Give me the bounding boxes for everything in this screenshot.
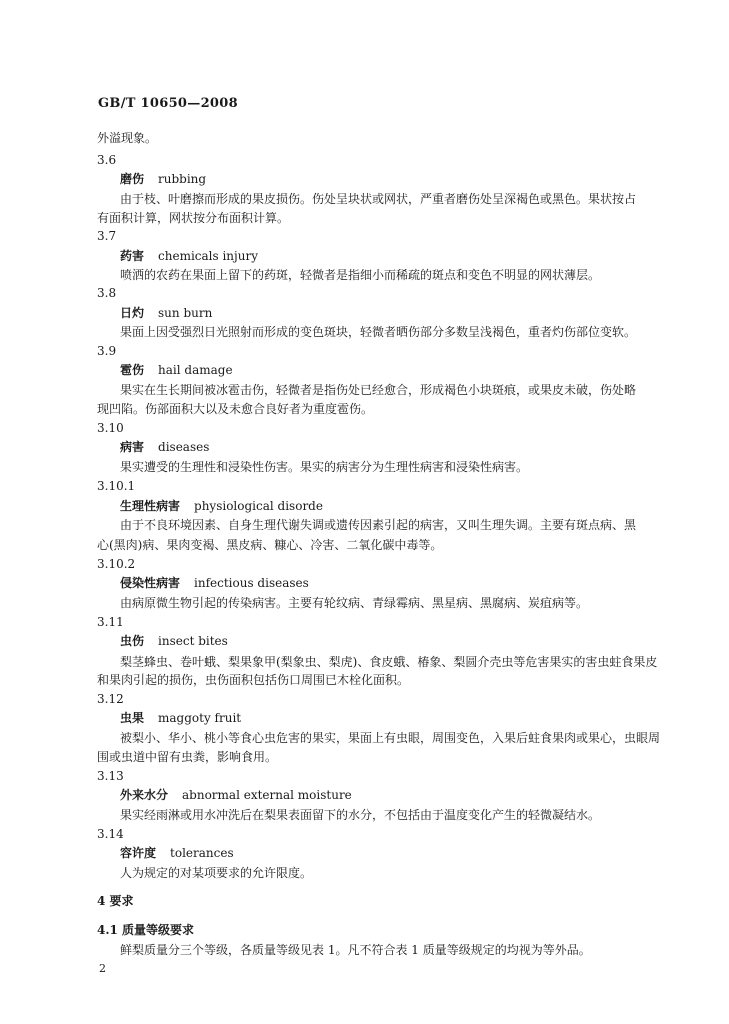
term-zh: 药害	[120, 249, 145, 263]
term-zh: 生理性病害	[120, 499, 181, 513]
clause-number: 3.12	[97, 692, 124, 706]
clause-number: 3.13	[97, 769, 124, 783]
definition-line: 围或虫道中留有虫粪，影响食用。	[97, 750, 278, 764]
term-maggoty-fruit	[120, 711, 241, 725]
term-tolerances	[120, 846, 234, 860]
definition-line: 果面上因受强烈日光照射而形成的变色斑块，轻微者晒伤部分多数呈浅褐色，重者灼伤部位变软。	[120, 325, 637, 339]
term-en: insect bites	[158, 634, 228, 648]
definition-line: 心(黑肉)病、果肉变褐、黑皮病、糠心、冷害、二氧化碳中毒等。	[97, 538, 443, 552]
term-en: maggoty fruit	[158, 711, 242, 725]
definition-line: 有面积计算，网状按分布面积计算。	[97, 211, 290, 225]
term-infectious-diseases	[120, 576, 309, 590]
term-zh: 外来水分	[120, 788, 169, 802]
term-abnormal-external-moisture	[120, 788, 352, 802]
definition-line: 喷洒的农药在果面上留下的药斑，轻微者是指细小而稀疏的斑点和变色不明显的网状薄层。	[120, 268, 601, 282]
clause-number: 3.10.2	[97, 557, 136, 571]
clause-number: 3.10	[97, 421, 124, 435]
continuation-text: 外溢现象。	[97, 131, 158, 145]
definition-line: 和果肉引起的损伤，虫伤面积包括伤口周围已木栓化面积。	[97, 673, 410, 687]
term-chemicals-injury	[120, 249, 258, 263]
term-zh: 虫果	[120, 711, 145, 725]
term-zh: 磨伤	[120, 172, 145, 186]
clause-number: 3.8	[97, 286, 117, 300]
term-zh: 侵染性病害	[120, 576, 181, 590]
term-en: sun burn	[158, 306, 213, 320]
term-en: abnormal external moisture	[182, 788, 352, 802]
term-hail-damage	[120, 363, 233, 377]
term-zh: 虫伤	[120, 634, 145, 648]
term-rubbing	[120, 172, 206, 186]
term-en: physiological disorde	[194, 499, 323, 513]
definition-line: 现凹陷。伤部面积大以及未愈合良好者为重度雹伤。	[97, 402, 374, 416]
definition-line: 由病原微生物引起的传染病害。主要有轮纹病、青绿霉病、黑星病、黑腐病、炭疽病等。	[120, 596, 589, 610]
clause-number: 3.7	[97, 229, 117, 243]
definition-line: 果实经雨淋或用水冲洗后在梨果表面留下的水分，不包括由于温度变化产生的轻微凝结水。	[120, 808, 601, 822]
definition-line: 被梨小、华小、桃小等食心虫危害的果实，果面上有虫眼，周围变色，入果后蛀食果肉或果心，虫眼周	[120, 731, 661, 745]
term-en: rubbing	[158, 172, 207, 186]
definition-line: 鲜梨质量分三个等级，各质量等级见表 1。凡不符合表 1 质量等级规定的均视为等外品。	[120, 943, 591, 957]
clause-number: 3.10.1	[97, 479, 136, 493]
term-en: hail damage	[158, 363, 233, 377]
term-en: tolerances	[170, 846, 234, 860]
definition-line: 由于枝、叶磨擦而形成的果皮损伤。伤处呈块状或网状，严重者磨伤处呈深褐色或黑色。果状按占	[120, 192, 637, 206]
clause-number: 3.14	[97, 827, 124, 841]
definition-line: 果实遭受的生理性和浸染性伤害。果实的病害分为生理性病害和浸染性病害。	[120, 460, 529, 474]
term-diseases	[120, 440, 209, 454]
clause-number: 3.9	[97, 344, 117, 358]
definition-line: 人为规定的对某项要求的允许限度。	[120, 866, 313, 880]
standard-header: GB/T 10650—2008	[98, 96, 238, 111]
term-zh: 雹伤	[120, 363, 145, 377]
term-zh: 容许度	[120, 846, 157, 860]
term-physiological-disorder	[120, 499, 323, 513]
term-en: diseases	[158, 440, 210, 454]
page-number: 2	[99, 962, 106, 975]
term-insect-bites	[120, 634, 228, 648]
definition-line: 果实在生长期间被冰雹击伤，轻微者是指伤处已经愈合，形成褐色小块斑痕，或果皮未破，伤处略	[120, 383, 637, 397]
definition-line: 梨茎蜂虫、卷叶蛾、梨果象甲(梨象虫、梨虎)、食皮蛾、椿象、梨圆介壳虫等危害果实的害虫蛀食果皮	[120, 655, 658, 669]
term-zh: 病害	[120, 440, 145, 454]
clause-number: 3.11	[97, 615, 124, 629]
section-heading: 4 要求	[97, 894, 134, 908]
term-en: chemicals injury	[158, 249, 258, 263]
term-en: infectious diseases	[194, 576, 309, 590]
definition-line: 由于不良环境因素、自身生理代谢失调或遗传因素引起的病害，又叫生理失调。主要有斑点病、黑	[120, 518, 637, 532]
subsection-heading: 4.1 质量等级要求	[97, 923, 195, 937]
term-zh: 日灼	[120, 306, 145, 320]
clause-number: 3.6	[97, 153, 117, 167]
term-sun-burn	[120, 306, 212, 320]
